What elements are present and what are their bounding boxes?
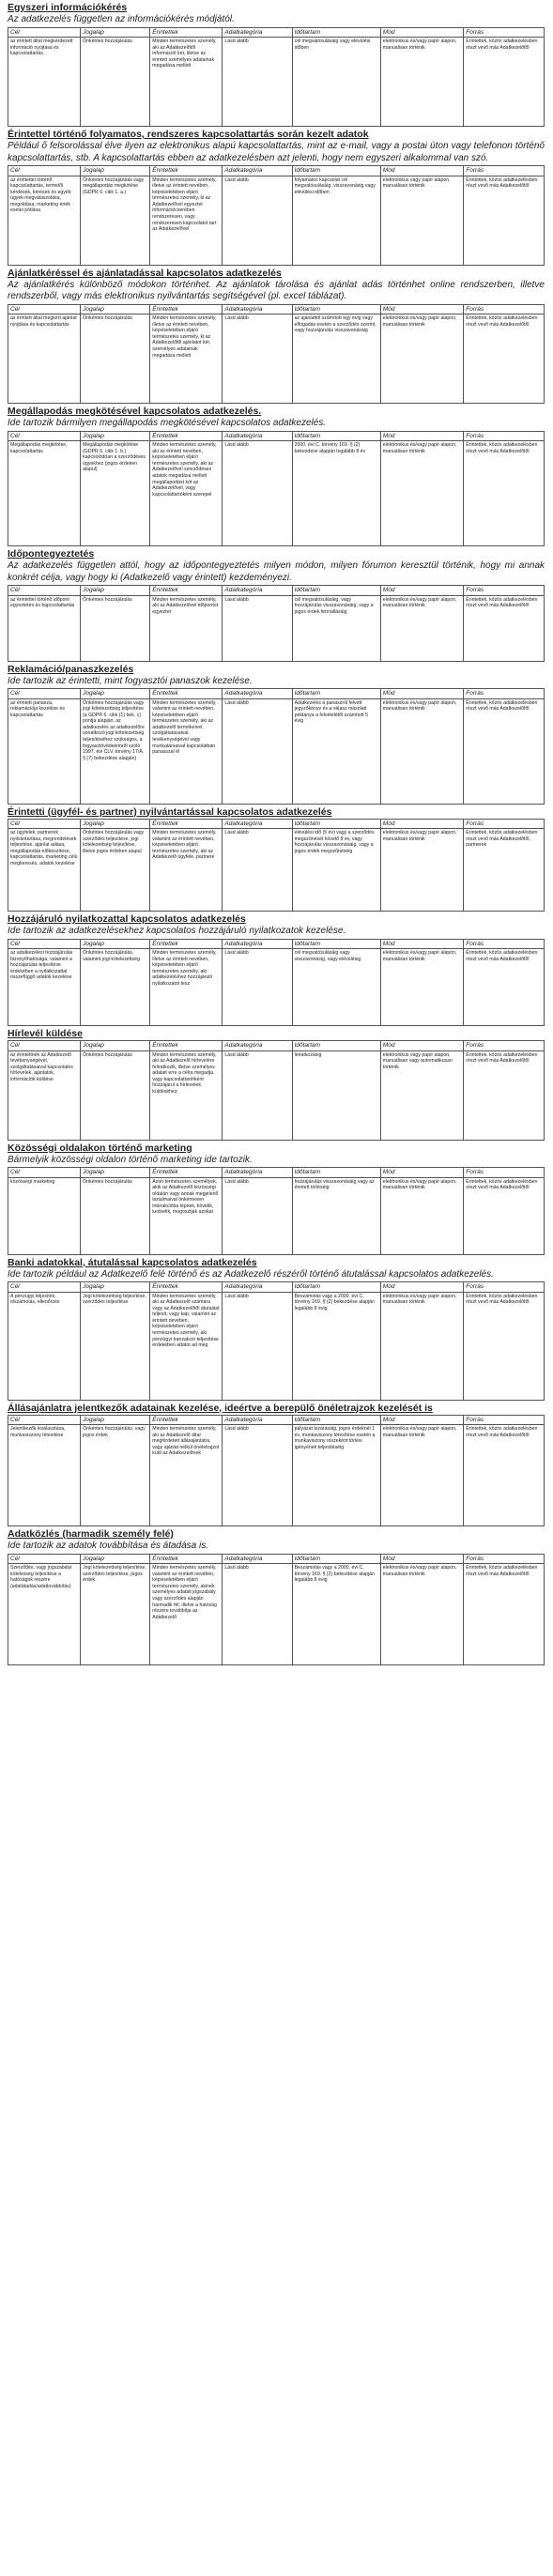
processing-table (8, 165, 545, 266)
cell-retention-period: Adatkezelés a panaszról felvett jegyzőkönyv és a válasz másolati példánya a felvételétől számított 5 évig (292, 698, 380, 804)
column-header-data-subjects: Érintettek (150, 1041, 223, 1051)
cell-method: elektronikus és/vagy papír alapon, manuálisan történik (380, 595, 464, 661)
column-header-source: Forrás (464, 27, 545, 38)
section-description: Ide tartozik az adatkezelésekhez kapcsolatos hozzájáruló nyilatkozatok kezelése. (8, 926, 346, 936)
cell-retention-period: pályázat lezárásáig, jogos érdeknél 1 év, munkaviszony létesítése esetén a munkaviszony részeként törlési igényének teljesítéséig (292, 1425, 380, 1526)
section-title: Banki adatokkal, átutalással kapcsolatos adatkezelés (8, 1256, 257, 1268)
column-header-data-subjects: Érintettek (150, 1415, 223, 1425)
cell-data-category: Lásd alább (223, 441, 292, 546)
cell-method: elektronikus és/vagy papír alapon, manuálisan történik (380, 1425, 464, 1526)
column-header-source: Forrás (464, 689, 545, 699)
cell-legal-basis: Önkéntes hozzájárulás vagy megállapodás megkötése (GDPR 6. cikk 1. a.) (81, 176, 150, 265)
column-header-data-subjects: Érintettek (150, 586, 223, 596)
column-header-source: Forrás (464, 304, 545, 314)
processing-table (8, 1281, 545, 1401)
table-header-row (8, 819, 545, 829)
section-description: Ide tartozik az érintetti, mint fogyasztói panaszok kezelése. (8, 675, 253, 686)
cell-data-subjects: Azon természetes személyek, akik az Adatkezelő közösségi oldalán vagy annak megjelenő tartalmaival önkéntesen interakcióba lépnek, követik, kedvelik, megosztják azokat (150, 1177, 223, 1254)
section-description: Például ő felsorolással élve ilyen az elektronikus alapú kapcsolattartás, mint az e-mail, vagy a postai úton vagy telefonon történő kapcsolattartás, stb. A kapcsolattartás ebben az adatkezelésben azt jelenti, hogy nem egyszeri alkalommal van szó. (8, 141, 545, 163)
cell-retention-period: folyamatos kapcsolat cél megvalósulásáig, visszavonásig vagy elévülési időben (292, 176, 380, 265)
cell-goal: az érintettel történő időpont egyeztetés és kapcsolattartás (8, 595, 81, 661)
processing-section (8, 1257, 545, 1401)
table-row (8, 1050, 545, 1140)
column-header-source: Forrás (464, 166, 545, 176)
cell-method: elektronikus és/vagy papír alapon, manuálisan történik (380, 38, 464, 127)
cell-goal: az érintettnek az Adatkezelő tevékenységével, szolgáltatásaival kapcsolatos hírlevelek, ajánlatok, információk küldése (8, 1050, 81, 1140)
column-header-legal-basis: Jogalap (81, 27, 150, 38)
cell-source: Érintettek, közös adatkezelésben részt vevő más Adatkezelőtől (464, 698, 545, 804)
table-header-row (8, 166, 545, 176)
table-header-row (8, 1168, 545, 1178)
section-description: Az adatkezelés független attól, hogy az időpontegyeztetés milyen módon, milyen fórumon keresztül történik, hogy mi annak konkrét célja, vagy hogy ki (Adatkezelő vagy érintett) kezdeményezi. (8, 560, 545, 583)
processing-table (8, 27, 545, 128)
column-header-source: Forrás (464, 1282, 545, 1293)
column-header-goal: Cél (8, 1415, 81, 1425)
column-header-data-subjects: Érintettek (150, 939, 223, 949)
column-header-method: Mód (380, 27, 464, 38)
cell-data-category: Lásd alább (223, 949, 292, 1026)
processing-section (8, 2, 545, 127)
processing-section (8, 913, 545, 1026)
column-header-data-category: Adatkategória (223, 819, 292, 829)
column-header-goal: Cél (8, 1282, 81, 1293)
processing-section (8, 129, 545, 266)
column-header-legal-basis: Jogalap (81, 1168, 150, 1178)
table-header-row (8, 939, 545, 949)
cell-source: Érintettek, közös adatkezelésben részt vevő más Adatkezelőtől (464, 1425, 545, 1526)
processing-table (8, 1040, 545, 1141)
table-header-row (8, 27, 545, 38)
cell-source: Érintettek, közös adatkezelésben részt vevő más Adatkezelőtől (464, 1177, 545, 1254)
section-title: Érintettel történő folyamatos, rendszeres kapcsolattartás során kezelt adatok (8, 129, 369, 140)
table-row (8, 949, 545, 1026)
table-row (8, 698, 545, 804)
cell-goal: az érintett által megkért ajánlat nyújtása és kapcsolattartás (8, 314, 81, 404)
cell-method: elektronikus és/vagy papír alapon, manuálisan történik (380, 441, 464, 546)
processing-table (8, 585, 545, 662)
column-header-retention-period: Időtartam (292, 939, 380, 949)
section-title: Egyszeri információkérés (8, 2, 128, 13)
cell-goal: Szerződés, vagy jogszabályi kötelesség teljesítése a hatóságok részére (adatátadás/adattovábbítás) (8, 1564, 81, 1665)
column-header-retention-period: Időtartam (292, 431, 380, 441)
column-header-retention-period: Időtartam (292, 1041, 380, 1051)
cell-source: Érintettek, közös adatkezelésben részt vevő más Adatkezelőtől, partnerek (464, 829, 545, 912)
column-header-source: Forrás (464, 431, 545, 441)
table-row (8, 176, 545, 265)
column-header-legal-basis: Jogalap (81, 304, 150, 314)
cell-goal: az érintettel történő kapcsolattartás, termelői kérdések, kérések és egyéb ügyek megválaszolása, megoldása, marketing érték esetei pótlása (8, 176, 81, 265)
column-header-legal-basis: Jogalap (81, 819, 150, 829)
processing-table (8, 688, 545, 805)
column-header-method: Mód (380, 939, 464, 949)
cell-method: elektronikus és/vagy papír alapon, manuálisan történik (380, 1292, 464, 1400)
table-row (8, 1177, 545, 1254)
cell-data-subjects: Minden természetes személy, illetve az érintett nevében, képviseletében eljáró természetes személy, ki az Adatkezelővel egyeztet információcserében rendszeresen, vagy rendszeresen kapcsolatot tart az Adatkezelővel (150, 176, 223, 265)
table-row (8, 1425, 545, 1526)
cell-retention-period: Beszámolás vagy a 2000. évi C. törvény 169. § (2) bekezdése alapján legalább 8 évig (292, 1292, 380, 1400)
column-header-goal: Cél (8, 1554, 81, 1564)
column-header-retention-period: Időtartam (292, 1282, 380, 1293)
table-header-row (8, 1282, 545, 1293)
cell-data-category: Lásd alább (223, 314, 292, 404)
column-header-legal-basis: Jogalap (81, 431, 150, 441)
cell-data-subjects: Minden természetes személy, valamint az érintett nevében, képviseletében eljáró természetes személy, aki az adatkezelő termékeivel, szolgáltatásaival, tevékenységével vagy munkatársaival kapcsolatban panasszal él (150, 698, 223, 804)
cell-legal-basis: Jogi kötelezettség teljesítése, szerződés teljesítése (81, 1292, 150, 1400)
cell-source: Érintettek, közös adatkezelésben részt vevő más Adatkezelőtől (464, 1292, 545, 1400)
cell-goal: az adatkezelési hozzájárulás bizonyíthatósága, valamint a hozzájárulás teljesítése érdekében a nyilatkozattal összefüggő adatok kezelése (8, 949, 81, 1026)
column-header-data-subjects: Érintettek (150, 1282, 223, 1293)
table-row (8, 441, 545, 546)
cell-legal-basis: Önkéntes hozzájárulás (81, 1050, 150, 1140)
section-description: Bármelyik közösségi oldalon történő marketing ide tartozik. (8, 1154, 253, 1165)
processing-table (8, 1415, 545, 1527)
cell-legal-basis: Önkéntes hozzájárulás (81, 314, 150, 404)
column-header-legal-basis: Jogalap (81, 1282, 150, 1293)
table-row (8, 829, 545, 912)
table-header-row (8, 304, 545, 314)
cell-data-category: Lásd alább (223, 38, 292, 127)
cell-method: elektronikus és/vagy papír alapon, manuálisan történik (380, 829, 464, 912)
cell-legal-basis: Megállapodás megkötése (GDPR 6. cikk 1. b.) kapcsolódóan a szerződéses ügyekhez (jogos érdeken alapul) (81, 441, 150, 546)
column-header-data-category: Adatkategória (223, 1041, 292, 1051)
cell-retention-period: cél megvalósulásáig vagy visszavonásig, vagy elévülésig (292, 949, 380, 1026)
column-header-goal: Cél (8, 939, 81, 949)
column-header-method: Mód (380, 1282, 464, 1293)
processing-table (8, 431, 545, 547)
processing-table (8, 1554, 545, 1666)
column-header-data-subjects: Érintettek (150, 1554, 223, 1564)
cell-data-category: Lásd alább (223, 176, 292, 265)
cell-retention-period: cél megvalósulásáig, vagy hozzájárulás visszavonásáig, vagy a jogos érdek fennállásáig (292, 595, 380, 661)
cell-legal-basis: Önkéntes hozzájárulás (81, 1177, 150, 1254)
section-description: Ide tartozik bármilyen megállapodás megkötésével kapcsolatos adatkezelés. (8, 418, 327, 428)
cell-goal: Jelentkezők kiválasztása, munkaviszony létesítése (8, 1425, 81, 1526)
column-header-method: Mód (380, 689, 464, 699)
column-header-data-category: Adatkategória (223, 431, 292, 441)
cell-goal: az ügyfelek, partnerek nyilvántartása, megrendelések teljesítése, ajánlat adása, megállapodás előkészítése, kapcsolattartás, marketing célú megkeresés, adatok kezelése (8, 829, 81, 912)
cell-data-subjects: Minden természetes személy, illetve az érintett nevében, képviseletében eljáró természetes személy, aki adatkezeléshez hozzájáruló nyilatkozatot tesz (150, 949, 223, 1026)
column-header-source: Forrás (464, 819, 545, 829)
processing-table (8, 1167, 545, 1255)
column-header-legal-basis: Jogalap (81, 1041, 150, 1051)
cell-retention-period: 2000. évi C. törvény 169. § (2) bekezdése alapján legalább 8 év (292, 441, 380, 546)
cell-data-category: Lásd alább (223, 1564, 292, 1665)
section-title: Reklamáció/panaszkezelés (8, 663, 134, 675)
column-header-retention-period: Időtartam (292, 586, 380, 596)
section-description: Az adatkezelés független az információkérés módjától. (8, 14, 235, 24)
cell-goal: Megállapodás megkötése, kapcsolattartás (8, 441, 81, 546)
column-header-data-category: Adatkategória (223, 1554, 292, 1564)
cell-method: elektronikus és/vagy papír alapon, manuálisan történik (380, 314, 464, 404)
column-header-data-subjects: Érintettek (150, 1168, 223, 1178)
column-header-method: Mód (380, 304, 464, 314)
section-description: Az ajánlatkérés különböző módokon történhet. Az ajánlatok tárolása és ajánlat adás történhet online rendszerben, illetve rendszerből, vagy más elektronikus nyilvántartás segítségével (pl. excel táblázat). (8, 279, 545, 301)
column-header-data-category: Adatkategória (223, 1168, 292, 1178)
column-header-data-subjects: Érintettek (150, 819, 223, 829)
cell-goal: az érintett által megkérdezett információ nyújtása és kapcsolattartás. (8, 38, 81, 127)
cell-data-subjects: Minden természetes személy, aki az Adatkezelőtől információt kér, illetve az érintett személyes adatainak megadása mellett (150, 38, 223, 127)
processing-section (8, 806, 545, 912)
cell-legal-basis: Önkéntes hozzájárulás vagy szerződés teljesítése, jogi kötelezettség teljesítése, illetve jogos érdeken alapul (81, 829, 150, 912)
cell-method: elektronikus és/vagy papír alapon, manuálisan történik (380, 1564, 464, 1665)
cell-data-category: Lásd alább (223, 595, 292, 661)
column-header-data-subjects: Érintettek (150, 431, 223, 441)
section-title: Hírlevél küldése (8, 1028, 83, 1039)
table-row (8, 314, 545, 404)
section-title: Állásajánlatra jelentkezők adatainak kezelése, ideértve a berepülő önéletrajzok kezelését is (8, 1402, 433, 1414)
column-header-retention-period: Időtartam (292, 689, 380, 699)
cell-retention-period: cél megvalósulásáig vagy elévülési időben (292, 38, 380, 127)
column-header-method: Mód (380, 819, 464, 829)
cell-method: elektronikus és/vagy papír alapon, manuálisan történik (380, 1177, 464, 1254)
column-header-data-category: Adatkategória (223, 939, 292, 949)
column-header-data-category: Adatkategória (223, 1415, 292, 1425)
column-header-source: Forrás (464, 1554, 545, 1564)
processing-table (8, 939, 545, 1027)
column-header-source: Forrás (464, 1415, 545, 1425)
column-header-method: Mód (380, 1168, 464, 1178)
cell-retention-period: az ajánlattól számított egy évig vagy elfogadás esetén a szerződés szerint, vagy hozzájárulás visszavonásáig (292, 314, 380, 404)
cell-legal-basis: Önkéntes hozzájárulás, vagy jogos érdek (81, 1425, 150, 1526)
section-title: Közösségi oldalakon történő marketing (8, 1142, 192, 1154)
column-header-source: Forrás (464, 1168, 545, 1178)
column-header-retention-period: Időtartam (292, 304, 380, 314)
table-header-row (8, 431, 545, 441)
cell-source: Érintettek, közös adatkezelésben részt vevő más Adatkezelőtől (464, 1050, 545, 1140)
column-header-data-subjects: Érintettek (150, 166, 223, 176)
table-header-row (8, 1415, 545, 1425)
cell-goal: az érintett panasza, reklamációja kezelése és kapcsolattartás (8, 698, 81, 804)
column-header-goal: Cél (8, 27, 81, 38)
cell-data-subjects: Minden természetes személy, aki az Adatkezelő hírlevelére feliratkozik, illetve személyes adatait erre a célra megadja, vagy kapcsolattartóként hozzájárul a hírlevelek küldéséhez (150, 1050, 223, 1140)
column-header-retention-period: Időtartam (292, 1415, 380, 1425)
column-header-data-category: Adatkategória (223, 304, 292, 314)
processing-section (8, 1403, 545, 1527)
cell-source: Érintettek, közös adatkezelésben részt vevő más Adatkezelőtől (464, 176, 545, 265)
cell-legal-basis: Önkéntes hozzájárulás (81, 595, 150, 661)
processing-section (8, 664, 545, 805)
cell-legal-basis: Önkéntes hozzájárulás vagy jogi kötelezettség teljesítése (a GDPR 6. cikk (1) bek. c) pontja alapján, az adatkezelés az adatkezelőre vonatkozó jogi kötelezettség teljesítéséhez szükséges, a fogyasztóvédelemről szóló 1997. évi CLV. törvény 17/A. § (7) bekezdése alapján) (81, 698, 150, 804)
cell-data-subjects: Minden természetes személy, illetve az érintett nevében, képviseletében eljáró természetes személy, ki az Adatkezelőtől ajánlatot kér, személyes adatainak megadása mellett (150, 314, 223, 404)
cell-retention-period: elévülési idő (5 év) vagy a szerződés megszűnését követő 8 év, vagy hozzájárulás visszavonásáig, vagy a jogos érdek megszűnéséig (292, 829, 380, 912)
processing-section (8, 1028, 545, 1141)
column-header-data-category: Adatkategória (223, 1282, 292, 1293)
cell-legal-basis: Önkéntes hozzájárulás, valamint jogi kötelezettség (81, 949, 150, 1026)
column-header-retention-period: Időtartam (292, 819, 380, 829)
column-header-retention-period: Időtartam (292, 166, 380, 176)
column-header-method: Mód (380, 1041, 464, 1051)
cell-retention-period: hozzájárulás visszavonásáig vagy az érintett törléséig (292, 1177, 380, 1254)
processing-table (8, 304, 545, 405)
section-description: Ide tartozik az adatok továbbítása és átadása is. (8, 1541, 209, 1551)
cell-method: elektronikus vagy papír alapon, manuálisan vagy automatikusan történik (380, 1050, 464, 1140)
cell-goal: A pénzügyi teljesítés, elszámolás, ellenőrzés (8, 1292, 81, 1400)
cell-data-category: Lásd alább (223, 1177, 292, 1254)
column-header-legal-basis: Jogalap (81, 939, 150, 949)
table-row (8, 1292, 545, 1400)
section-title: Érintetti (ügyfél- és partner) nyilvántartással kapcsolatos adatkezelés (8, 805, 332, 818)
processing-section (8, 1142, 545, 1255)
column-header-method: Mód (380, 1554, 464, 1564)
cell-retention-period: leiratkozásig (292, 1050, 380, 1140)
cell-data-subjects: Minden természetes személy, valamint az érintett nevében, képviseletében eljáró természetes személy, akinek személyes adatait jogszabály vagy szerződés alapján harmadik fél, illetve a hatóság részére továbbítja az Adatkezelő (150, 1564, 223, 1665)
section-title: Hozzájáruló nyilatkozattal kapcsolatos adatkezelés (8, 913, 246, 925)
cell-source: Érintettek, közös adatkezelésben részt vevő más Adatkezelőtől (464, 441, 545, 546)
table-header-row (8, 1554, 545, 1564)
column-header-legal-basis: Jogalap (81, 1554, 150, 1564)
cell-method: elektronikus vagy papír alapon, manuálisan történik (380, 176, 464, 265)
cell-data-subjects: Minden természetes személy, aki az Adatkezelő által meghirdetett állásajánlatra, vagy ajánlat nélkül önéletrajzot küld az Adatkezelőnek (150, 1425, 223, 1526)
column-header-method: Mód (380, 586, 464, 596)
column-header-retention-period: Időtartam (292, 27, 380, 38)
cell-retention-period: Beszámolás vagy a 2000. évi C. törvény 169. § (2) bekezdése alapján legalább 8 évig (292, 1564, 380, 1665)
table-row (8, 38, 545, 127)
column-header-source: Forrás (464, 1041, 545, 1051)
cell-data-category: Lásd alább (223, 1050, 292, 1140)
cell-goal: közösségi marketing (8, 1177, 81, 1254)
processing-section (8, 406, 545, 546)
cell-data-subjects: Minden természetes személy, aki az érintett nevében, képviseletében eljáró természetes személy, aki az Adatkezelővel szerződéses adatok megadása mellett megállapodást köt az Adatkezelővel, vagy kapcsolattartóként szerepel (150, 441, 223, 546)
table-header-row (8, 689, 545, 699)
processing-section (8, 268, 545, 405)
column-header-data-category: Adatkategória (223, 689, 292, 699)
cell-legal-basis: Önkéntes hozzájárulás (81, 38, 150, 127)
column-header-data-subjects: Érintettek (150, 304, 223, 314)
column-header-source: Forrás (464, 586, 545, 596)
cell-source: Érintettek, közös adatkezelésben részt vevő más Adatkezelőtől (464, 38, 545, 127)
cell-data-subjects: Minden természetes személy, aki az Adatkezelővel időpontot egyeztet (150, 595, 223, 661)
cell-data-category: Lásd alább (223, 1425, 292, 1526)
table-row (8, 595, 545, 661)
cell-data-category: Lásd alább (223, 698, 292, 804)
section-title: Időpontegyeztetés (8, 548, 95, 560)
section-description: Ide tartozik például az Adatkezelő felé történő és az Adatkezelő részéről történő átutalással kapcsolatos adatkezelés. (8, 1268, 494, 1280)
cell-source: Érintettek, közös adatkezelésben részt vevő más Adatkezelőtől (464, 314, 545, 404)
cell-method: elektronikus és/vagy papír alapon, manuálisan történik (380, 698, 464, 804)
column-header-goal: Cél (8, 304, 81, 314)
column-header-goal: Cél (8, 1168, 81, 1178)
table-header-row (8, 1041, 545, 1051)
section-title: Adatközlés (harmadik személy felé) (8, 1528, 174, 1540)
column-header-data-category: Adatkategória (223, 586, 292, 596)
processing-section (8, 548, 545, 662)
column-header-data-subjects: Érintettek (150, 27, 223, 38)
column-header-goal: Cél (8, 586, 81, 596)
column-header-goal: Cél (8, 166, 81, 176)
cell-source: Érintettek, közös adatkezelésben részt vevő más Adatkezelőtől (464, 595, 545, 661)
column-header-data-category: Adatkategória (223, 166, 292, 176)
column-header-legal-basis: Jogalap (81, 586, 150, 596)
cell-method: elektronikus és/vagy papír alapon, manuálisan történik (380, 949, 464, 1026)
column-header-legal-basis: Jogalap (81, 689, 150, 699)
section-title: Megállapodás megkötésével kapcsolatos adatkezelés. (8, 406, 262, 417)
cell-source: Érintettek, közös adatkezelésben részt vevő más Adatkezelőtől (464, 949, 545, 1026)
column-header-data-category: Adatkategória (223, 27, 292, 38)
cell-data-category: Lásd alább (223, 1292, 292, 1400)
column-header-goal: Cél (8, 819, 81, 829)
column-header-goal: Cél (8, 1041, 81, 1051)
column-header-retention-period: Időtartam (292, 1554, 380, 1564)
column-header-data-subjects: Érintettek (150, 689, 223, 699)
column-header-legal-basis: Jogalap (81, 1415, 150, 1425)
cell-data-category: Lásd alább (223, 829, 292, 912)
cell-legal-basis: Jogi kötelezettség teljesítése, szerződés teljesítése, jogos érdek (81, 1564, 150, 1665)
column-header-goal: Cél (8, 431, 81, 441)
processing-table (8, 819, 545, 912)
table-header-row (8, 586, 545, 596)
column-header-source: Forrás (464, 939, 545, 949)
column-header-method: Mód (380, 1415, 464, 1425)
cell-source: Érintettek, közös adatkezelésben részt vevő más Adatkezelőtől (464, 1564, 545, 1665)
column-header-method: Mód (380, 166, 464, 176)
cell-data-subjects: Minden természetes személy, valamint az érintett nevében, képviseletében eljáró természetes személy, aki az Adatkezelő ügyfele, partnere (150, 829, 223, 912)
column-header-retention-period: Időtartam (292, 1168, 380, 1178)
cell-data-subjects: Minden természetes személy, aki az Adatkezelő számára vagy az Adatkezelőtől átutalást teljesít, vagy kap, valamint az érintett nevében, képviseletében eljáró természetes személy, aki pénzügyi tranzakció teljesítése érdekében adatot ad meg (150, 1292, 223, 1400)
column-header-goal: Cél (8, 689, 81, 699)
processing-section (8, 1528, 545, 1665)
table-row (8, 1564, 545, 1665)
column-header-method: Mód (380, 431, 464, 441)
column-header-legal-basis: Jogalap (81, 166, 150, 176)
section-title: Ajánlatkéréssel és ajánlatadással kapcsolatos adatkezelés (8, 267, 282, 279)
